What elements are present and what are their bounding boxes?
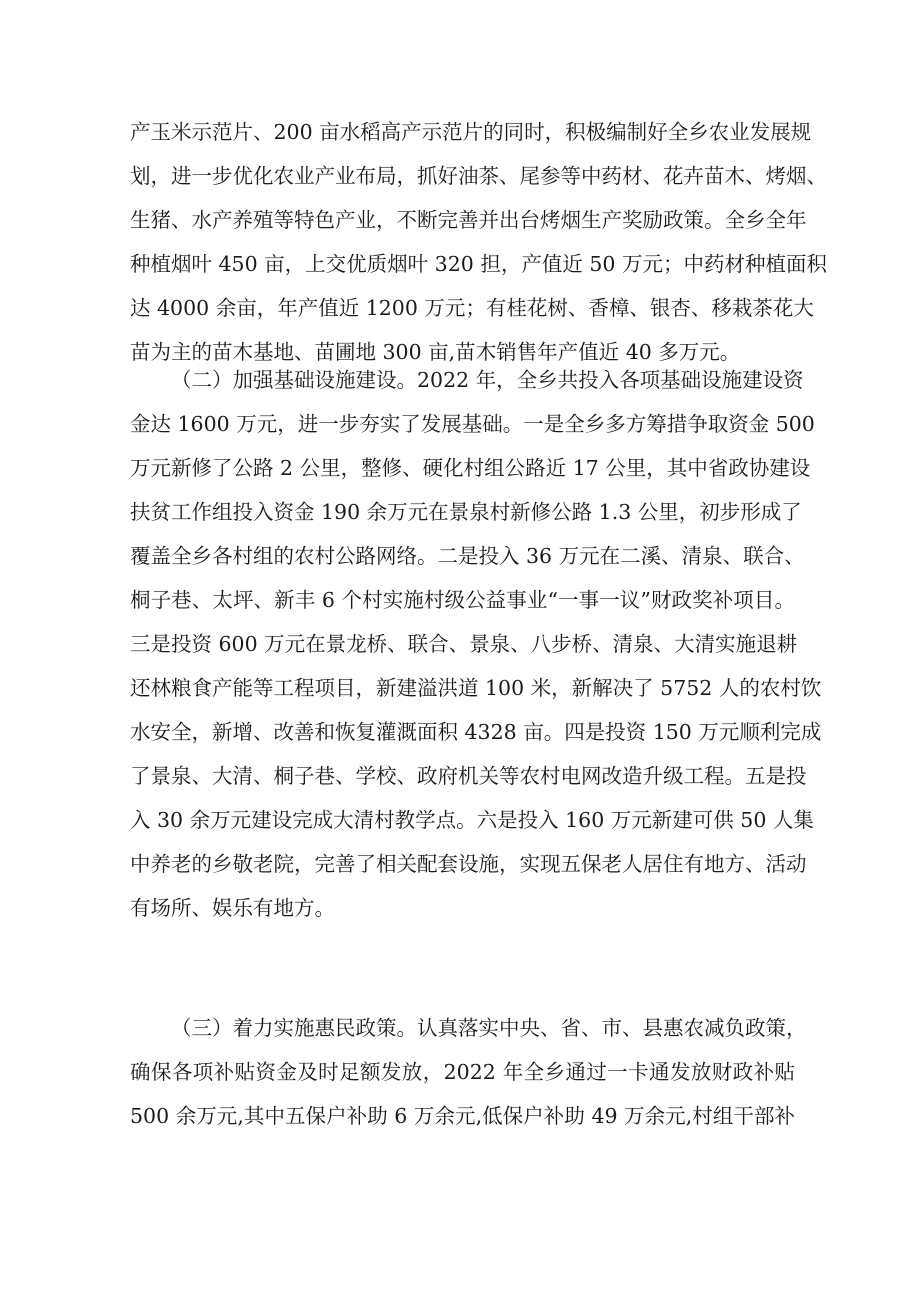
text-line: 入 30 余万元建设完成大清村教学点。六是投入 160 万元新建可供 50 人集 xyxy=(130,808,814,832)
paragraph-infrastructure xyxy=(130,358,822,930)
text-line: 桐子巷、太坪、新丰 6 个村实施村级公益事业“一事一议”财政奖补项目。 xyxy=(130,588,795,612)
text-line: 万元新修了公路 2 公里，整修、硬化村组公路近 17 公里，其中省政协建设 xyxy=(130,456,811,480)
section-heading-line: （三）着力实施惠民政策。认真落实中央、省、市、县惠农减负政策， xyxy=(171,1016,807,1040)
text-line: 了景泉、大清、桐子巷、学校、政府机关等农村电网改造升级工程。五是投 xyxy=(130,764,807,788)
text-line: 产玉米示范片、200 亩水稻高产示范片的同时，积极编制好全乡农业发展规 xyxy=(130,120,812,144)
text-line: 生猪、水产养殖等特色产业，不断完善并出台烤烟生产奖励政策。全乡全年 xyxy=(130,208,807,232)
text-line: 金达 1600 万元，进一步夯实了发展基础。一是全乡多方筹措争取资金 500 xyxy=(130,412,815,436)
text-line: 水安全，新增、改善和恢复灌溉面积 4328 亩。四是投资 150 万元顺利完成 xyxy=(130,720,822,744)
text-line: 达 4000 余亩，年产值近 1200 万元；有桂花树、香樟、银杏、移栽茶花大 xyxy=(130,296,814,320)
text-line: 种植烟叶 450 亩，上交优质烟叶 320 担，产值近 50 万元；中药材种植面积 xyxy=(130,252,827,276)
paragraph-policy xyxy=(130,1006,807,1138)
text-line: 扶贫工作组投入资金 190 余万元在景泉村新修公路 1.3 公里，初步形成了 xyxy=(130,500,802,524)
text-line: 确保各项补贴资金及时足额发放，2022 年全乡通过一卡通发放财政补贴 xyxy=(130,1060,795,1084)
paragraph-agriculture xyxy=(130,110,827,374)
text-line: 覆盖全乡各村组的农村公路网络。二是投入 36 万元在二溪、清泉、联合、 xyxy=(130,544,805,568)
text-line: 还林粮食产能等工程项目，新建溢洪道 100 米，新解决了 5752 人的农村饮 xyxy=(130,676,822,700)
text-line: 三是投资 600 万元在景龙桥、联合、景泉、八步桥、清泉、大清实施退耕 xyxy=(130,632,798,656)
section-heading-line: （二）加强基础设施建设。2022 年，全乡共投入各项基础设施建设资 xyxy=(171,368,804,392)
text-line: 划，进一步优化农业产业布局，抓好油茶、尾参等中药材、花卉苗木、烤烟、 xyxy=(130,164,827,188)
text-line: 500 余万元,其中五保户补助 6 万余元,低保户补助 49 万余元,村组干部补 xyxy=(130,1104,795,1128)
text-line: 中养老的乡敬老院，完善了相关配套设施，实现五保老人居住有地方、活动 xyxy=(130,852,807,876)
text-line: 有场所、娱乐有地方。 xyxy=(130,896,335,920)
text-line: 苗为主的苗木基地、苗圃地 300 亩,苗木销售年产值近 40 多万元。 xyxy=(130,340,741,364)
